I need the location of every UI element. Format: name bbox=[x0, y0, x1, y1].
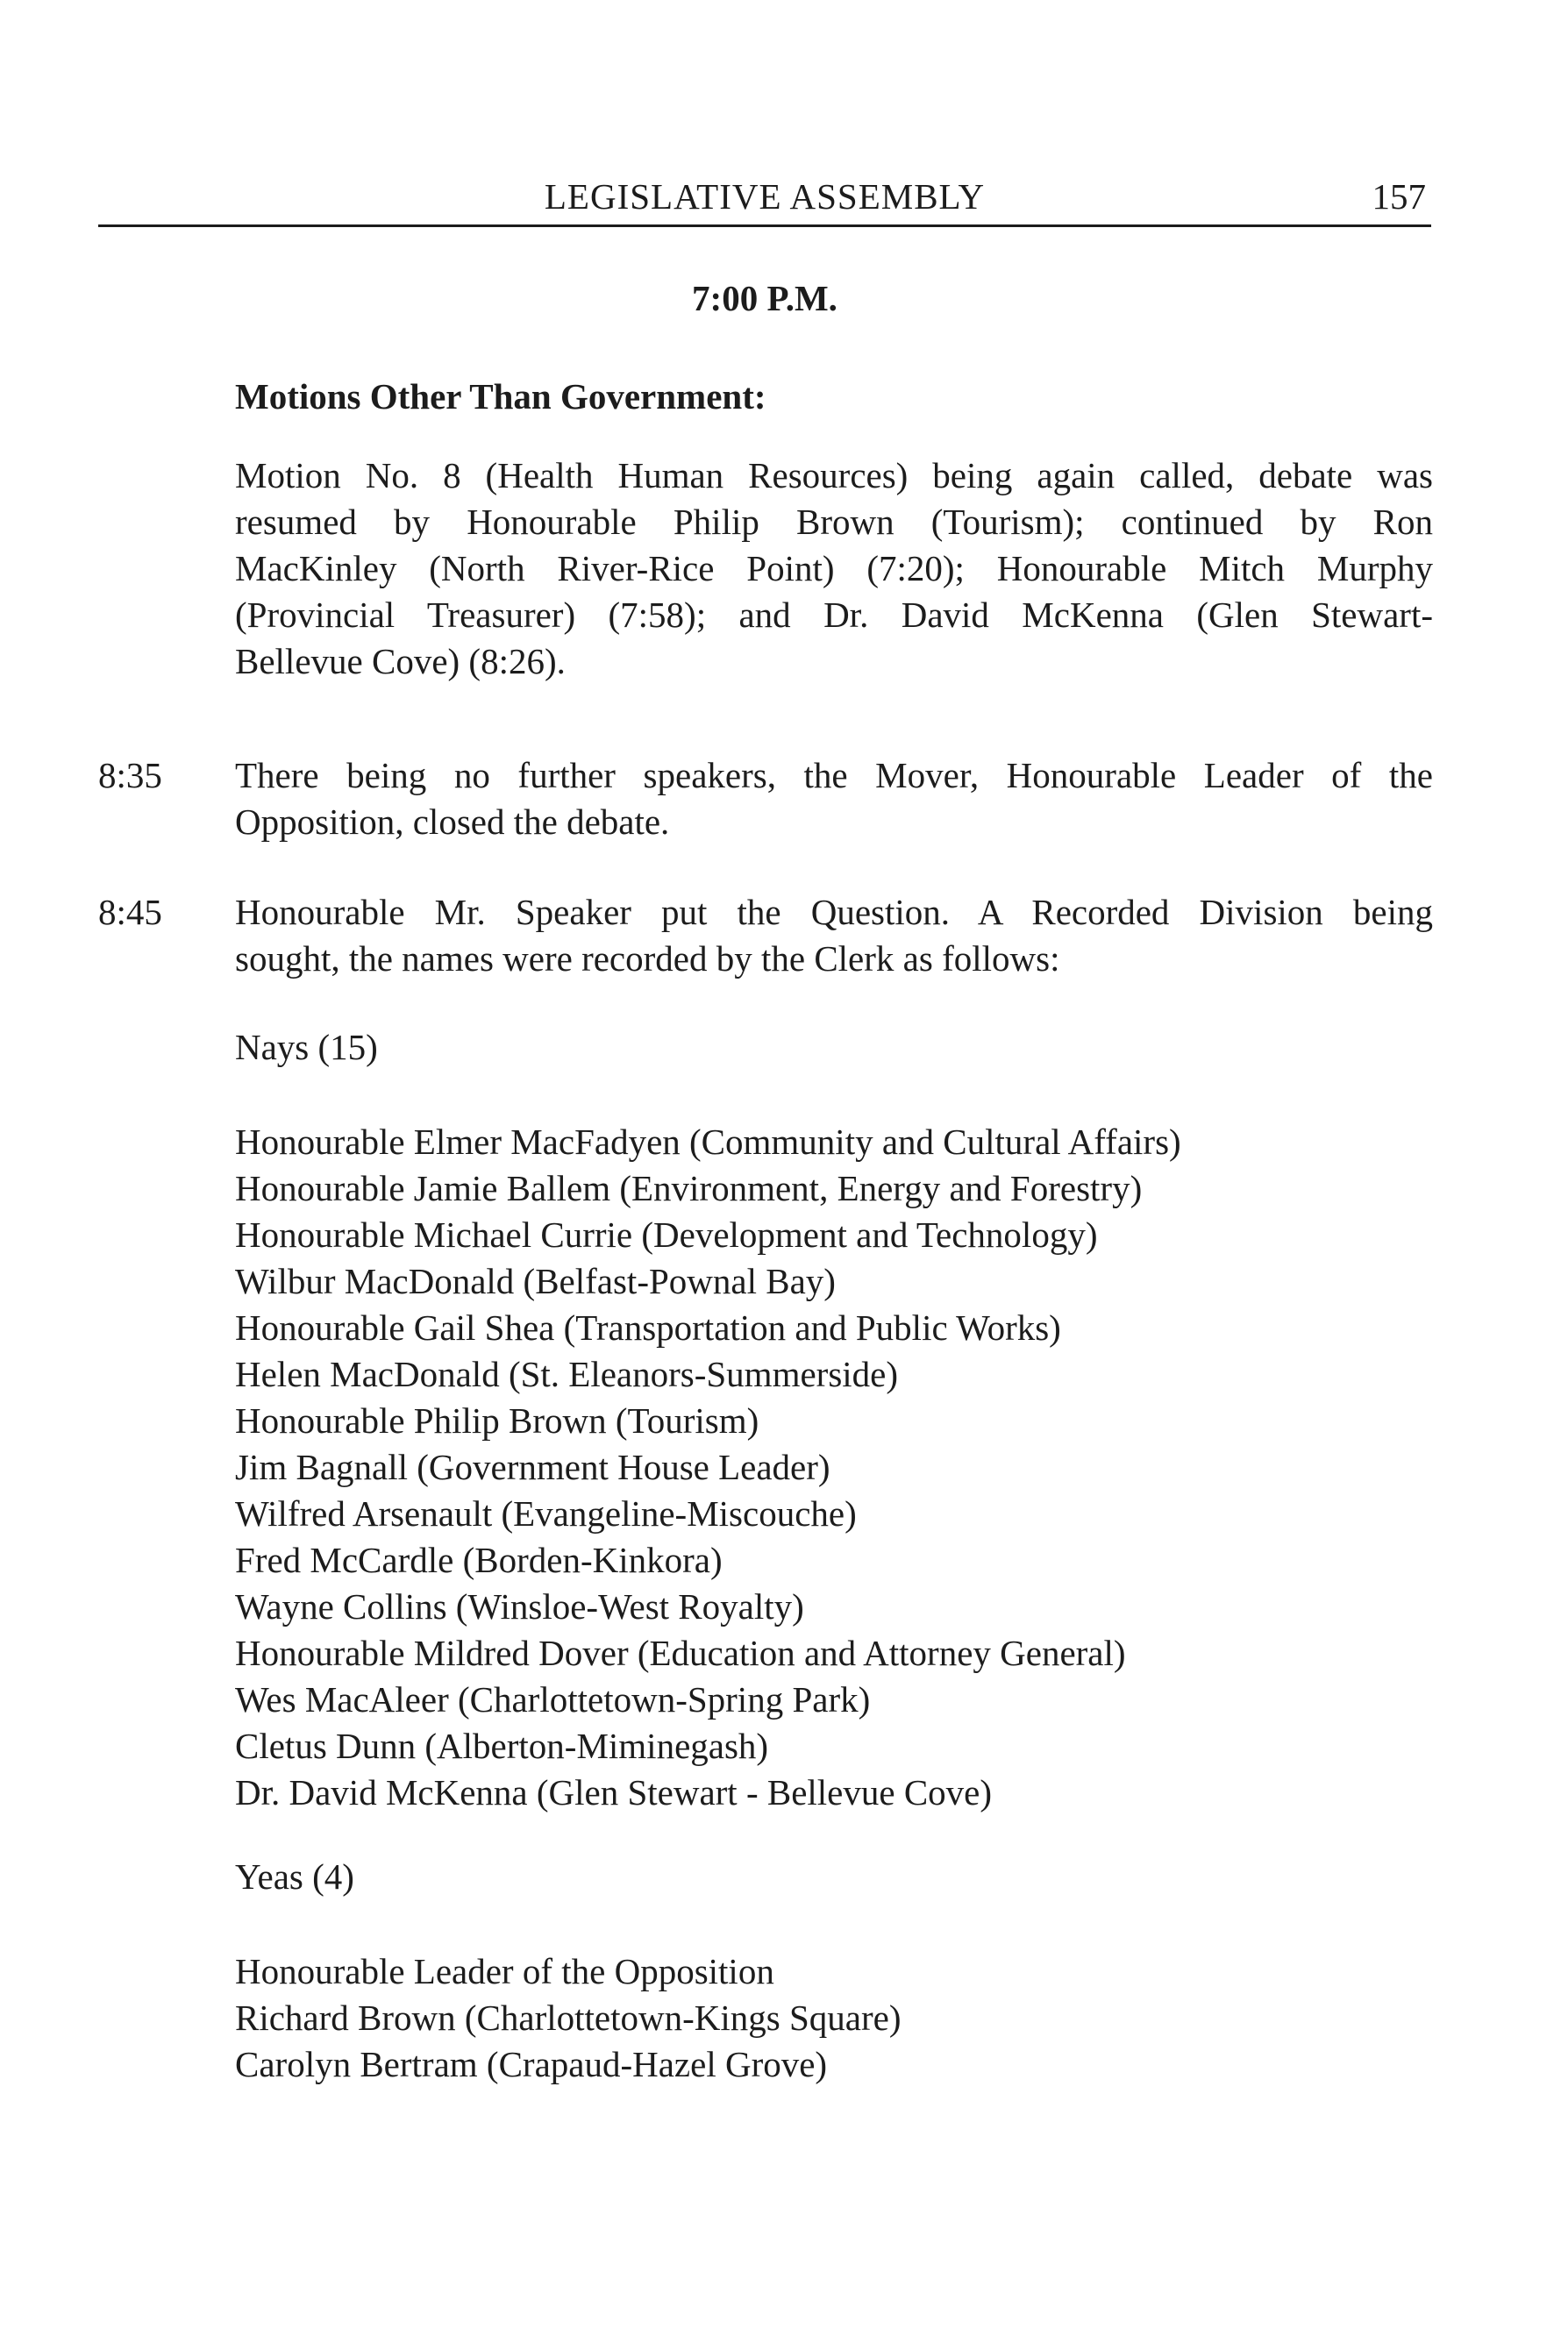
motion-paragraph bbox=[235, 452, 1433, 685]
list-item: Honourable Michael Currie (Development and Technology) bbox=[235, 1214, 1098, 1255]
list-item: Cletus Dunn (Alberton-Miminegash) bbox=[235, 1726, 769, 1766]
entry-time: 8:45 bbox=[98, 892, 162, 932]
section-heading: Motions Other Than Government: bbox=[235, 376, 766, 417]
yeas-heading: Yeas (4) bbox=[235, 1856, 354, 1897]
list-item: Richard Brown (Charlottetown-Kings Square) bbox=[235, 1998, 902, 2038]
paragraph-line: Motion No. 8 (Health Human Resources) being again called, debate was bbox=[235, 455, 1433, 495]
page-header bbox=[98, 172, 1431, 227]
list-item: Honourable Mildred Dover (Education and Attorney General) bbox=[235, 1633, 1126, 1673]
list-item: Honourable Jamie Ballem (Environment, Energy and Forestry) bbox=[235, 1168, 1143, 1208]
list-item: Jim Bagnall (Government House Leader) bbox=[235, 1447, 830, 1487]
entry-text bbox=[235, 752, 1433, 845]
list-item: Honourable Elmer MacFadyen (Community and Cultural Affairs) bbox=[235, 1122, 1181, 1162]
list-item: Helen MacDonald (St. Eleanors-Summerside) bbox=[235, 1354, 899, 1394]
header-title: LEGISLATIVE ASSEMBLY bbox=[544, 176, 986, 217]
page-number: 157 bbox=[1372, 176, 1426, 217]
list-item: Wayne Collins (Winsloe-West Royalty) bbox=[235, 1586, 804, 1627]
paragraph-line: MacKinley (North River-Rice Point) (7:20); Honourable Mitch Murphy bbox=[235, 548, 1433, 588]
list-item: Fred McCardle (Borden-Kinkora) bbox=[235, 1540, 723, 1580]
list-item: Wilbur MacDonald (Belfast-Pownal Bay) bbox=[235, 1261, 836, 1301]
list-item: Honourable Gail Shea (Transportation and Public Works) bbox=[235, 1307, 1061, 1348]
entry-line: There being no further speakers, the Mover, Honourable Leader of the bbox=[235, 755, 1433, 795]
entry-line: Opposition, closed the debate. bbox=[235, 801, 670, 842]
list-item: Honourable Leader of the Opposition bbox=[235, 1951, 774, 1991]
entry-line: sought, the names were recorded by the Clerk as follows: bbox=[235, 938, 1060, 979]
time-heading: 7:00 P.M. bbox=[692, 278, 837, 318]
paragraph-line: Bellevue Cove) (8:26). bbox=[235, 641, 566, 681]
entry-text bbox=[235, 889, 1433, 982]
entry-time: 8:35 bbox=[98, 755, 162, 795]
paragraph-line: resumed by Honourable Philip Brown (Tourism); continued by Ron bbox=[235, 502, 1433, 542]
paragraph-line: (Provincial Treasurer) (7:58); and Dr. David McKenna (Glen Stewart- bbox=[235, 595, 1433, 635]
list-item: Honourable Philip Brown (Tourism) bbox=[235, 1400, 759, 1441]
list-item: Wes MacAleer (Charlottetown-Spring Park) bbox=[235, 1679, 871, 1720]
list-item: Carolyn Bertram (Crapaud-Hazel Grove) bbox=[235, 2044, 828, 2084]
list-item: Dr. David McKenna (Glen Stewart - Bellevue Cove) bbox=[235, 1772, 993, 1813]
nays-heading: Nays (15) bbox=[235, 1027, 378, 1067]
yeas-list bbox=[235, 1948, 901, 2088]
entry-line: Honourable Mr. Speaker put the Question. A Recorded Division being bbox=[235, 892, 1433, 932]
nays-list bbox=[235, 1119, 1181, 1816]
list-item: Wilfred Arsenault (Evangeline-Miscouche) bbox=[235, 1493, 857, 1534]
